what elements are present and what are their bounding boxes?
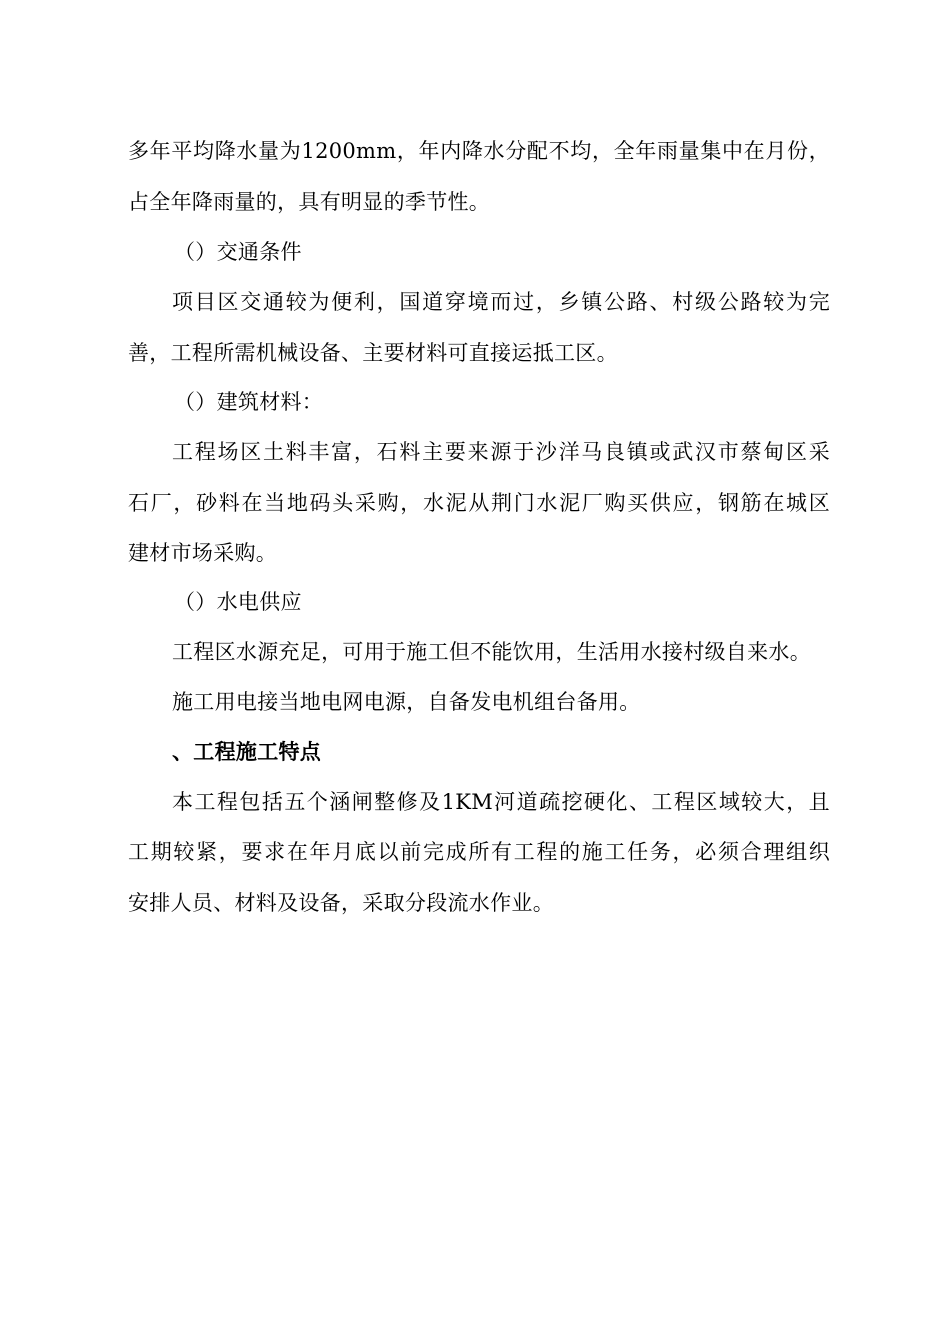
paragraph-line: 施工用电接当地电网电源，自备发电机组台备用。 — [172, 690, 641, 714]
section-heading-transport: （）交通条件 — [174, 240, 302, 264]
paragraph-line: 安排人员、材料及设备，采取分段流水作业。 — [128, 891, 554, 915]
section-heading-materials: （）建筑材料： — [174, 390, 324, 414]
paragraph-line: 善，工程所需机械设备、主要材料可直接运抵工区。 — [128, 341, 618, 365]
paragraph-line: 占全年降雨量的，具有明显的季节性。 — [128, 190, 491, 214]
paragraph-line: 石厂，砂料在当地码头采购，水泥从荆门水泥厂购买供应，钢筋在城区 — [128, 491, 830, 515]
section-heading-utilities: （）水电供应 — [174, 590, 302, 614]
section-heading-construction-features: 、工程施工特点 — [172, 740, 322, 764]
paragraph-line: 建材市场采购。 — [128, 541, 278, 565]
paragraph-line: 本工程包括五个涵闸整修及1KM河道疏挖硬化、工程区域较大，且 — [172, 790, 830, 814]
paragraph-line: 工程场区土料丰富，石料主要来源于沙洋马良镇或武汉市蔡甸区采 — [172, 440, 830, 464]
paragraph-line: 工期较紧，要求在年月底以前完成所有工程的施工任务，必须合理组织 — [128, 840, 830, 864]
paragraph-line: 项目区交通较为便利，国道穿境而过，乡镇公路、村级公路较为完 — [172, 290, 830, 314]
paragraph-line: 工程区水源充足，可用于施工但不能饮用，生活用水接村级自来水。 — [172, 640, 811, 664]
paragraph-line: 多年平均降水量为1200mm，年内降水分配不均，全年雨量集中在月份， — [128, 139, 830, 163]
